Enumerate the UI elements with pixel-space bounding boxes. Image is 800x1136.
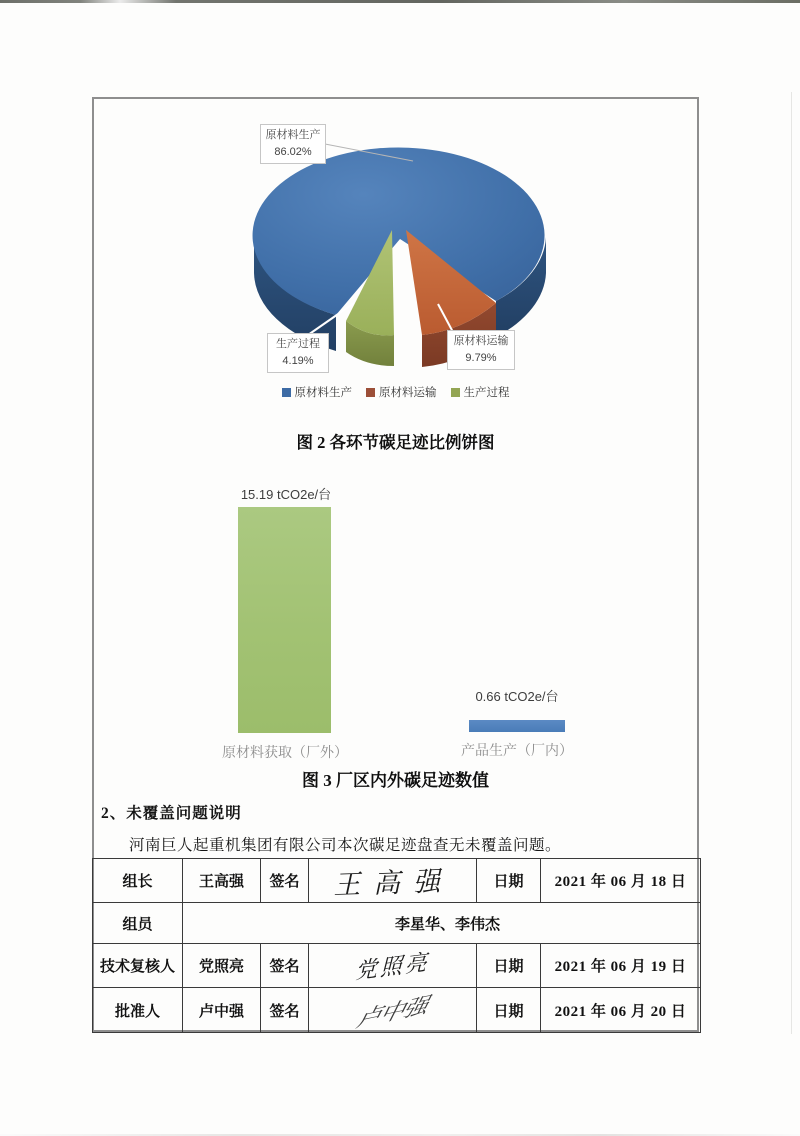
- bar-product-production: [469, 720, 565, 732]
- role-cell: 技术复核人: [93, 944, 183, 988]
- legend-item-raw-transport: [366, 384, 437, 400]
- date-cell: 2021 年 06 月 20 日: [541, 988, 701, 1033]
- scan-edge-top: [0, 0, 800, 3]
- date-cell: 2021 年 06 月 18 日: [541, 859, 701, 903]
- date-label-cell: 日期: [477, 944, 541, 988]
- pie-slice-raw-material-production: [253, 147, 545, 315]
- table-row-leader: [93, 859, 701, 903]
- pie-callout-raw-production-pct: 86.02%: [274, 146, 312, 159]
- leader-signature-handwriting: 王高强: [332, 865, 454, 901]
- name-cell: 卢中强: [183, 988, 261, 1033]
- date-cell: 2021 年 06 月 19 日: [541, 944, 701, 988]
- role-cell: 批准人: [93, 988, 183, 1033]
- pie-callout-raw-transport-name: 原材料运输: [453, 335, 509, 347]
- sign-label-cell: 签名: [261, 859, 309, 903]
- bar-category-inside: 产品生产（厂内）: [461, 742, 573, 758]
- section-heading: 2、未覆盖问题说明: [101, 805, 242, 822]
- table-row-members: [93, 903, 701, 944]
- signoff-table: [92, 858, 701, 1033]
- legend-item-raw-production: [282, 384, 353, 400]
- table-row-approver: [93, 988, 701, 1033]
- legend-swatch-brick-icon: [366, 388, 375, 397]
- legend-item-production-process: [451, 384, 510, 400]
- pie-callout-production-process: [267, 333, 329, 373]
- signature-cell: [309, 859, 477, 903]
- role-cell: 组长: [93, 859, 183, 903]
- role-cell: 组员: [93, 903, 183, 944]
- figure3-caption: 图 3 厂区内外碳足迹数值: [302, 771, 489, 790]
- bar-value-label-outside: 15.19 tCO2e/台: [240, 487, 332, 502]
- approver-signature-handwriting: 卢中强: [354, 993, 430, 1032]
- pie-callout-raw-transport-pct: 9.79%: [465, 352, 497, 365]
- pie-callout-raw-production-name: 原材料生产: [265, 129, 321, 141]
- pie-callout-raw-transport: [447, 330, 515, 370]
- date-label-cell: 日期: [477, 859, 541, 903]
- signature-cell: [309, 988, 477, 1033]
- figure2-caption: 图 2 各环节碳足迹比例饼图: [296, 433, 495, 452]
- pie-chart-figure2: [92, 97, 700, 407]
- name-cell: 王高强: [183, 859, 261, 903]
- name-cell: 党照亮: [183, 944, 261, 988]
- pie-callout-production-process-pct: 4.19%: [282, 355, 314, 368]
- bar-raw-material-acquisition: [238, 507, 331, 733]
- legend-label-production-process: 生产过程: [463, 387, 510, 399]
- bar-category-outside: 原材料获取（厂外）: [222, 744, 348, 760]
- pie-callout-production-process-name: 生产过程: [276, 338, 320, 350]
- table-row-reviewer: [93, 944, 701, 988]
- sign-label-cell: 签名: [261, 944, 309, 988]
- date-label-cell: 日期: [477, 988, 541, 1033]
- legend-swatch-blue-icon: [282, 388, 291, 397]
- section-paragraph: 河南巨人起重机集团有限公司本次碳足迹盘查无未覆盖问题。: [129, 837, 562, 854]
- sign-label-cell: 签名: [261, 988, 309, 1033]
- legend-swatch-olive-icon: [451, 388, 460, 397]
- legend-label-raw-transport: 原材料运输: [379, 387, 437, 399]
- pie-legend: [92, 384, 699, 400]
- legend-label-raw-production: 原材料生产: [294, 387, 352, 399]
- members-cell: 李星华、李伟杰: [183, 903, 701, 944]
- signature-cell: [309, 944, 477, 988]
- reviewer-signature-handwriting: 党照亮: [355, 949, 430, 984]
- pie-callout-raw-production: [260, 124, 326, 164]
- bar-value-label-inside: 0.66 tCO2e/台: [475, 689, 559, 704]
- page-edge-line: [791, 92, 792, 1034]
